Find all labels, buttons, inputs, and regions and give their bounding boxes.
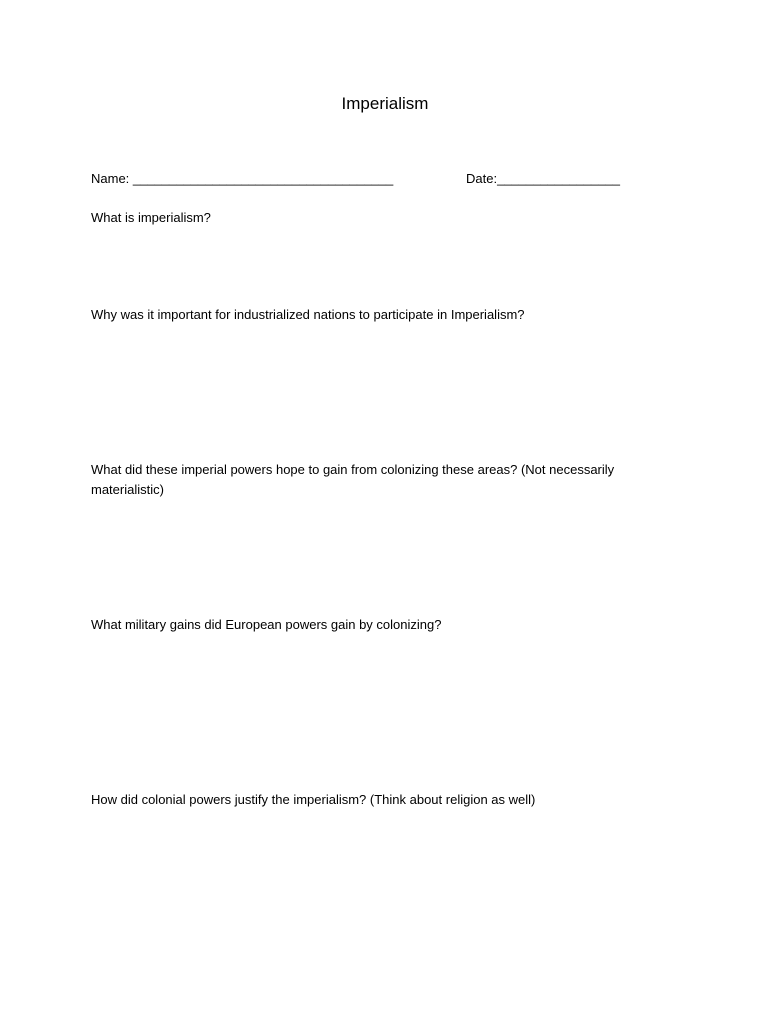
name-field: Name: ____________________________________ [91,171,394,186]
date-field: Date:_________________ [466,171,620,186]
question-2: Why was it important for industrialized nations to participate in Imperialism? [91,307,525,322]
question-1: What is imperialism? [91,210,211,225]
question-3: What did these imperial powers hope to gain from colonizing these areas? (Not necessarily materialistic) [91,462,615,497]
page-title: Imperialism [341,94,429,113]
question-5: How did colonial powers justify the imperialism? (Think about religion as well) [91,792,536,807]
question-4: What military gains did European powers gain by colonizing? [91,617,442,632]
